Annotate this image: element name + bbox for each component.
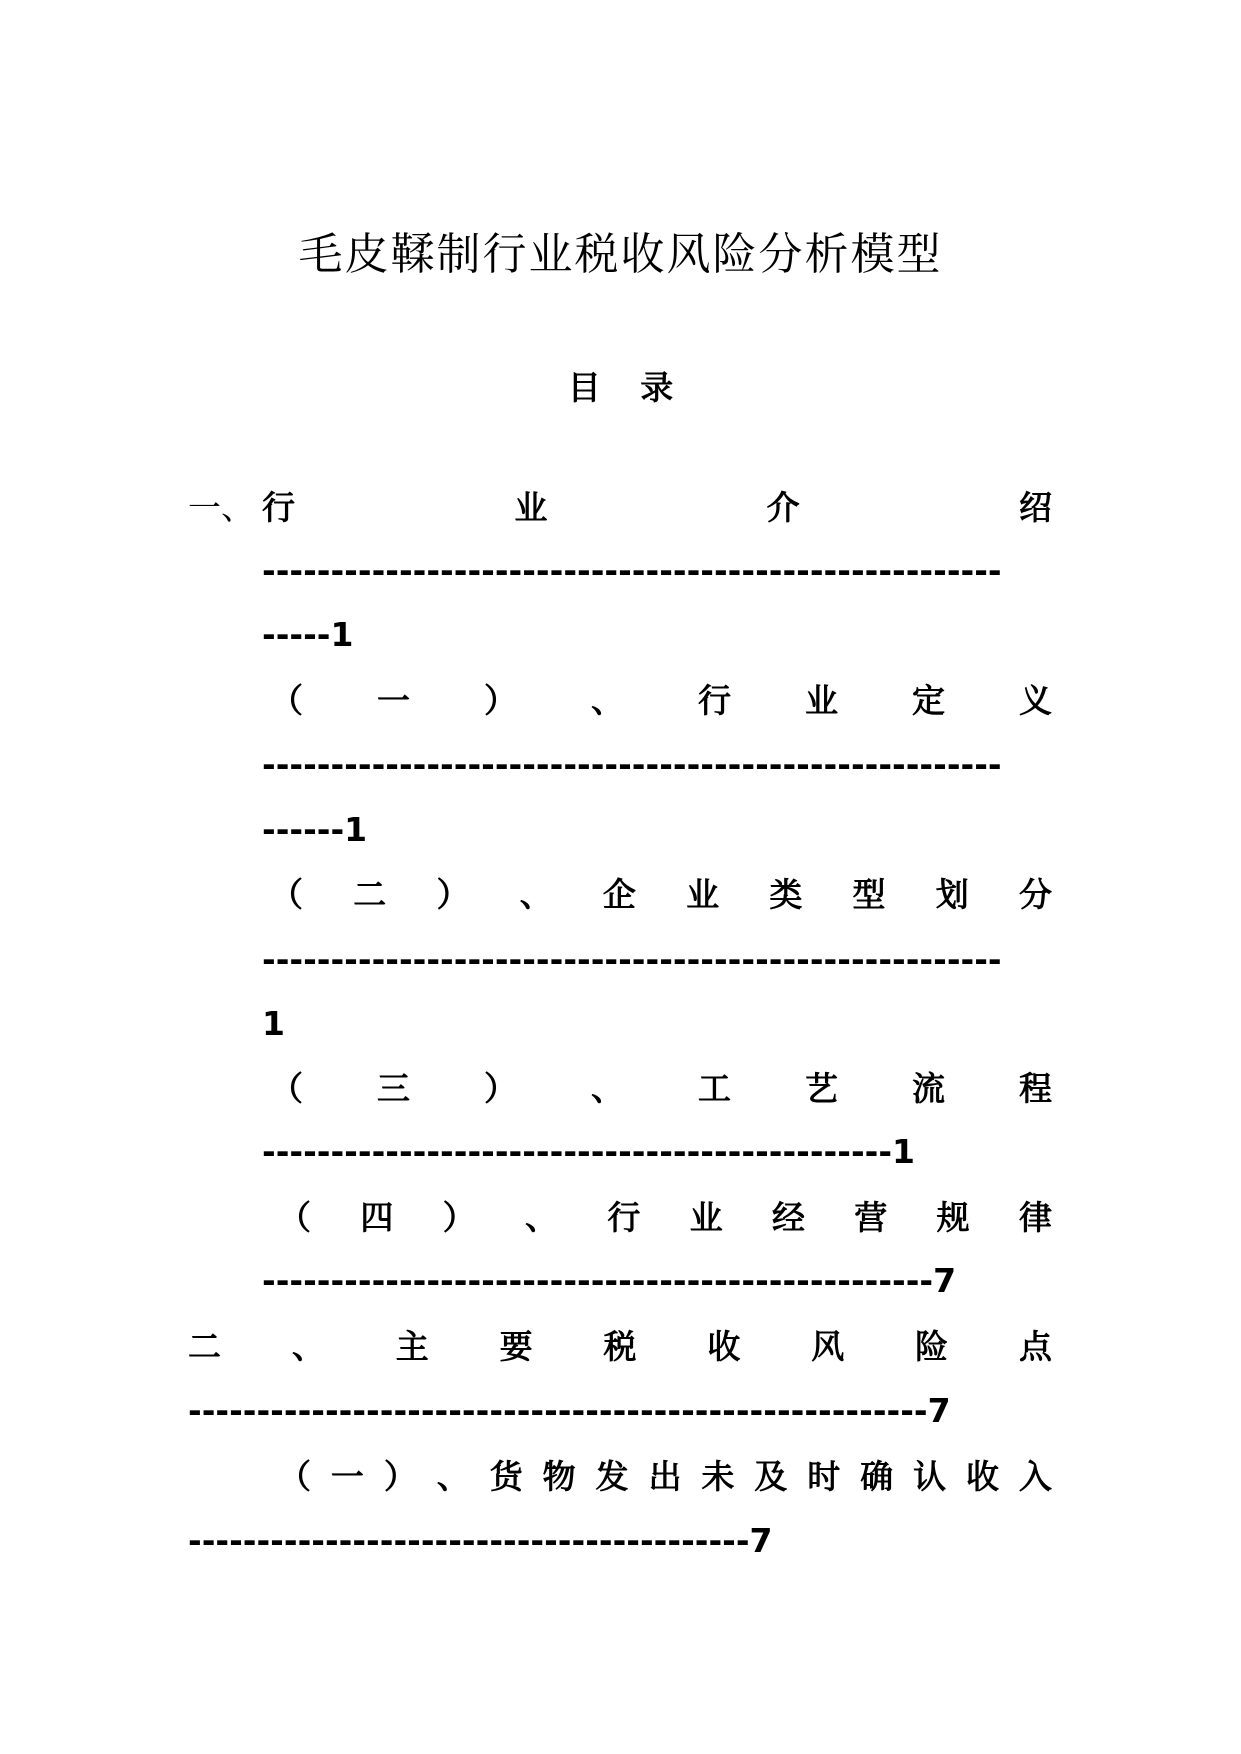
toc-heading-char: 目 [567, 368, 601, 407]
toc-entry-4-char: ） [484, 1069, 517, 1108]
toc-entry-2-page: ------1 [262, 810, 368, 849]
toc-entry-1-char: 业 [514, 488, 548, 527]
toc-entry-7-char: 货 [489, 1457, 523, 1496]
toc-entry-2-char: 定 [912, 681, 945, 720]
toc-entry-3-title[interactable] [270, 870, 1052, 920]
toc-entry-3-char: 划 [935, 875, 969, 914]
toc-entry-5-leader: -------------------------------------------------7 [262, 1261, 957, 1300]
toc-entry-7-char: 时 [807, 1457, 841, 1496]
toc-entry-6-char: 主 [395, 1327, 429, 1366]
toc-entry-4-char: 艺 [805, 1069, 838, 1108]
toc-entry-5-char: 规 [936, 1198, 970, 1237]
toc-entry-5-char: 律 [1018, 1198, 1052, 1237]
toc-entry-3-char: 类 [769, 875, 803, 914]
toc-entry-7-char: （ [278, 1457, 311, 1496]
toc-entry-4-char: 工 [698, 1069, 731, 1108]
toc-entry-6-leader: ------------------------------------------------------7 [188, 1391, 951, 1430]
toc-entry-5-title[interactable] [278, 1193, 1052, 1243]
toc-entry-1-title[interactable] [262, 483, 1052, 533]
toc-entry-1-char: 介 [766, 488, 800, 527]
toc-entry-6-char: 二 [188, 1327, 221, 1366]
toc-entry-6-char: 收 [707, 1327, 741, 1366]
toc-entry-5-char: 四 [360, 1198, 394, 1237]
toc-entry-4-char: 、 [591, 1069, 624, 1108]
toc-entry-5-char: 、 [524, 1198, 558, 1237]
toc-entry-7-char: 认 [913, 1457, 947, 1496]
toc-entry-2-char: 一 [377, 681, 410, 720]
toc-entry-7-char: 未 [701, 1457, 735, 1496]
toc-entry-2-char: 义 [1019, 681, 1052, 720]
toc-entry-6-char: 要 [499, 1327, 533, 1366]
toc-entry-7-char: ） [383, 1457, 417, 1496]
toc-entry-4-leader: ----------------------------------------------1 [262, 1132, 915, 1171]
toc-entry-3-char: 、 [519, 875, 553, 914]
toc-entry-7-char: 收 [965, 1457, 999, 1496]
toc-entry-4-char: 三 [377, 1069, 410, 1108]
toc-entry-2-char: 业 [805, 681, 838, 720]
toc-entry-3-char: 企 [602, 875, 636, 914]
toc-entry-3-leader: ------------------------------------------------------ [262, 940, 1002, 979]
toc-entry-2-title[interactable] [270, 676, 1052, 726]
toc-entry-4-char: 流 [912, 1069, 945, 1108]
toc-entry-1-prefix: 一、 [188, 488, 254, 527]
toc-entry-4-char: 程 [1019, 1069, 1052, 1108]
toc-entry-7-char: 发 [595, 1457, 629, 1496]
toc-entry-6-char: 、 [291, 1327, 325, 1366]
toc-entry-6-char: 点 [1019, 1327, 1052, 1366]
toc-entry-2-leader: ------------------------------------------------------ [262, 745, 1002, 784]
toc-entry-4-char: （ [270, 1069, 303, 1108]
toc-entry-3-page: 1 [262, 1004, 285, 1043]
toc-entry-5-char: 业 [689, 1198, 723, 1237]
toc-entry-3-char: 型 [852, 875, 886, 914]
toc-entry-7-char: 入 [1018, 1457, 1052, 1496]
toc-entry-5-char: 经 [771, 1198, 805, 1237]
toc-heading-char: 录 [640, 368, 674, 407]
toc-entry-2-char: 、 [591, 681, 624, 720]
toc-entry-1-char: 行 [262, 488, 295, 527]
toc-entry-3-char: （ [270, 875, 303, 914]
toc-entry-6-char: 险 [915, 1327, 949, 1366]
toc-entry-1-char: 绍 [1018, 488, 1052, 527]
toc-entry-2-char: 行 [698, 681, 731, 720]
toc-entry-1-page: -----1 [262, 615, 354, 654]
toc-entry-2-char: （ [270, 681, 303, 720]
toc-entry-7-char: 、 [436, 1457, 470, 1496]
toc-entry-3-char: 二 [353, 875, 387, 914]
toc-entry-7-char: 出 [648, 1457, 682, 1496]
toc-entry-3-char: 业 [686, 875, 720, 914]
toc-entry-7-char: 物 [542, 1457, 576, 1496]
toc-entry-7-title[interactable] [278, 1452, 1052, 1502]
toc-entry-5-char: ） [442, 1198, 476, 1237]
document-title: 毛皮鞣制行业税收风险分析模型 [298, 229, 943, 280]
toc-entry-5-char: （ [278, 1198, 311, 1237]
toc-entry-5-char: 行 [607, 1198, 641, 1237]
toc-entry-7-char: 及 [754, 1457, 788, 1496]
toc-entry-4-title[interactable] [270, 1064, 1052, 1114]
toc-entry-6-char: 税 [603, 1327, 637, 1366]
toc-entry-6-char: 风 [811, 1327, 845, 1366]
toc-entry-2-char: ） [484, 681, 517, 720]
toc-heading [0, 362, 1241, 409]
toc-entry-3-char: 分 [1018, 875, 1052, 914]
toc-entry-1-leader: ------------------------------------------------------ [262, 551, 1002, 590]
toc-entry-5-char: 营 [854, 1198, 888, 1237]
toc-entry-7-char: 确 [860, 1457, 894, 1496]
toc-entry-7-leader: -----------------------------------------7 [188, 1521, 773, 1560]
toc-entry-6-title[interactable] [188, 1322, 1052, 1372]
toc-entry-3-char: ） [436, 875, 470, 914]
toc-entry-7-char: 一 [330, 1457, 364, 1496]
